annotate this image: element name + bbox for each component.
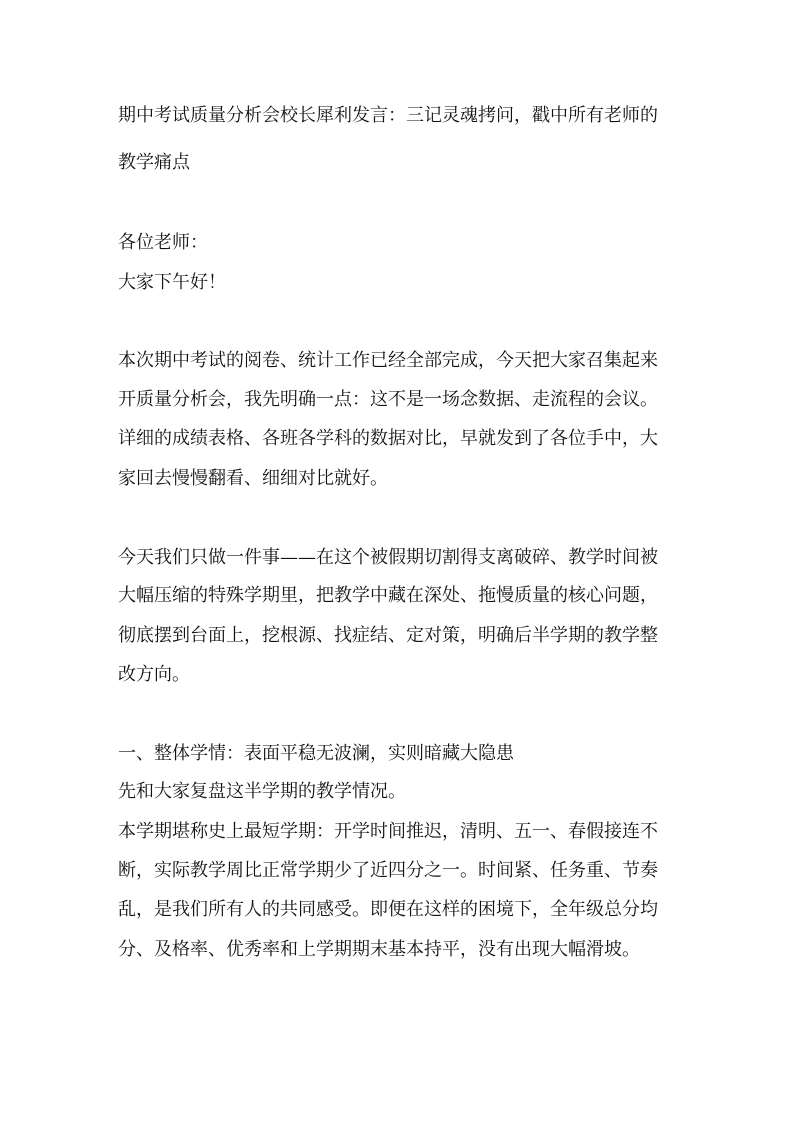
greeting: 大家下午好！ [118,272,226,293]
paragraph-2-line-4: 改方向。 [118,664,190,685]
paragraph-3-line-4: 分、及格率、优秀率和上学期期末基本持平，没有出现大幅滑坡。 [118,939,640,960]
paragraph-1-line-2: 开质量分析会，我先明确一点：这不是一场念数据、走流程的会议。 [118,389,658,410]
paragraph-3-line-1: 本学期堪称史上最短学期：开学时间推迟，清明、五一、春假接连不 [118,821,658,842]
section-1-intro: 先和大家复盘这半学期的教学情况。 [118,781,406,802]
salutation: 各位老师： [118,232,208,253]
paragraph-2-line-2: 大幅压缩的特殊学期里，把教学中藏在深处、拖慢质量的核心问题， [118,585,658,606]
paragraph-1-line-4: 家回去慢慢翻看、细细对比就好。 [118,468,388,489]
section-1-heading: 一、整体学情：表面平稳无波澜，实则暗藏大隐患 [118,743,514,764]
paragraph-2-line-1: 今天我们只做一件事——在这个被假期切割得支离破碎、教学时间被 [118,547,658,568]
paragraph-3-line-2: 断，实际教学周比正常学期少了近四分之一。时间紧、任务重、节奏 [118,860,658,881]
paragraph-1-line-1: 本次期中考试的阅卷、统计工作已经全部完成，今天把大家召集起来 [118,350,658,371]
document-title-line-1: 期中考试质量分析会校长犀利发言：三记灵魂拷问，戳中所有老师的 [118,105,658,126]
paragraph-3-line-3: 乱，是我们所有人的共同感受。即便在这样的困境下，全年级总分均 [118,899,658,920]
paragraph-1-line-3: 详细的成绩表格、各班各学科的数据对比，早就发到了各位手中，大 [118,428,658,449]
paragraph-2-line-3: 彻底摆到台面上，挖根源、找症结、定对策，明确后半学期的教学整 [118,625,658,646]
document-title-line-2: 教学痛点 [118,152,190,173]
